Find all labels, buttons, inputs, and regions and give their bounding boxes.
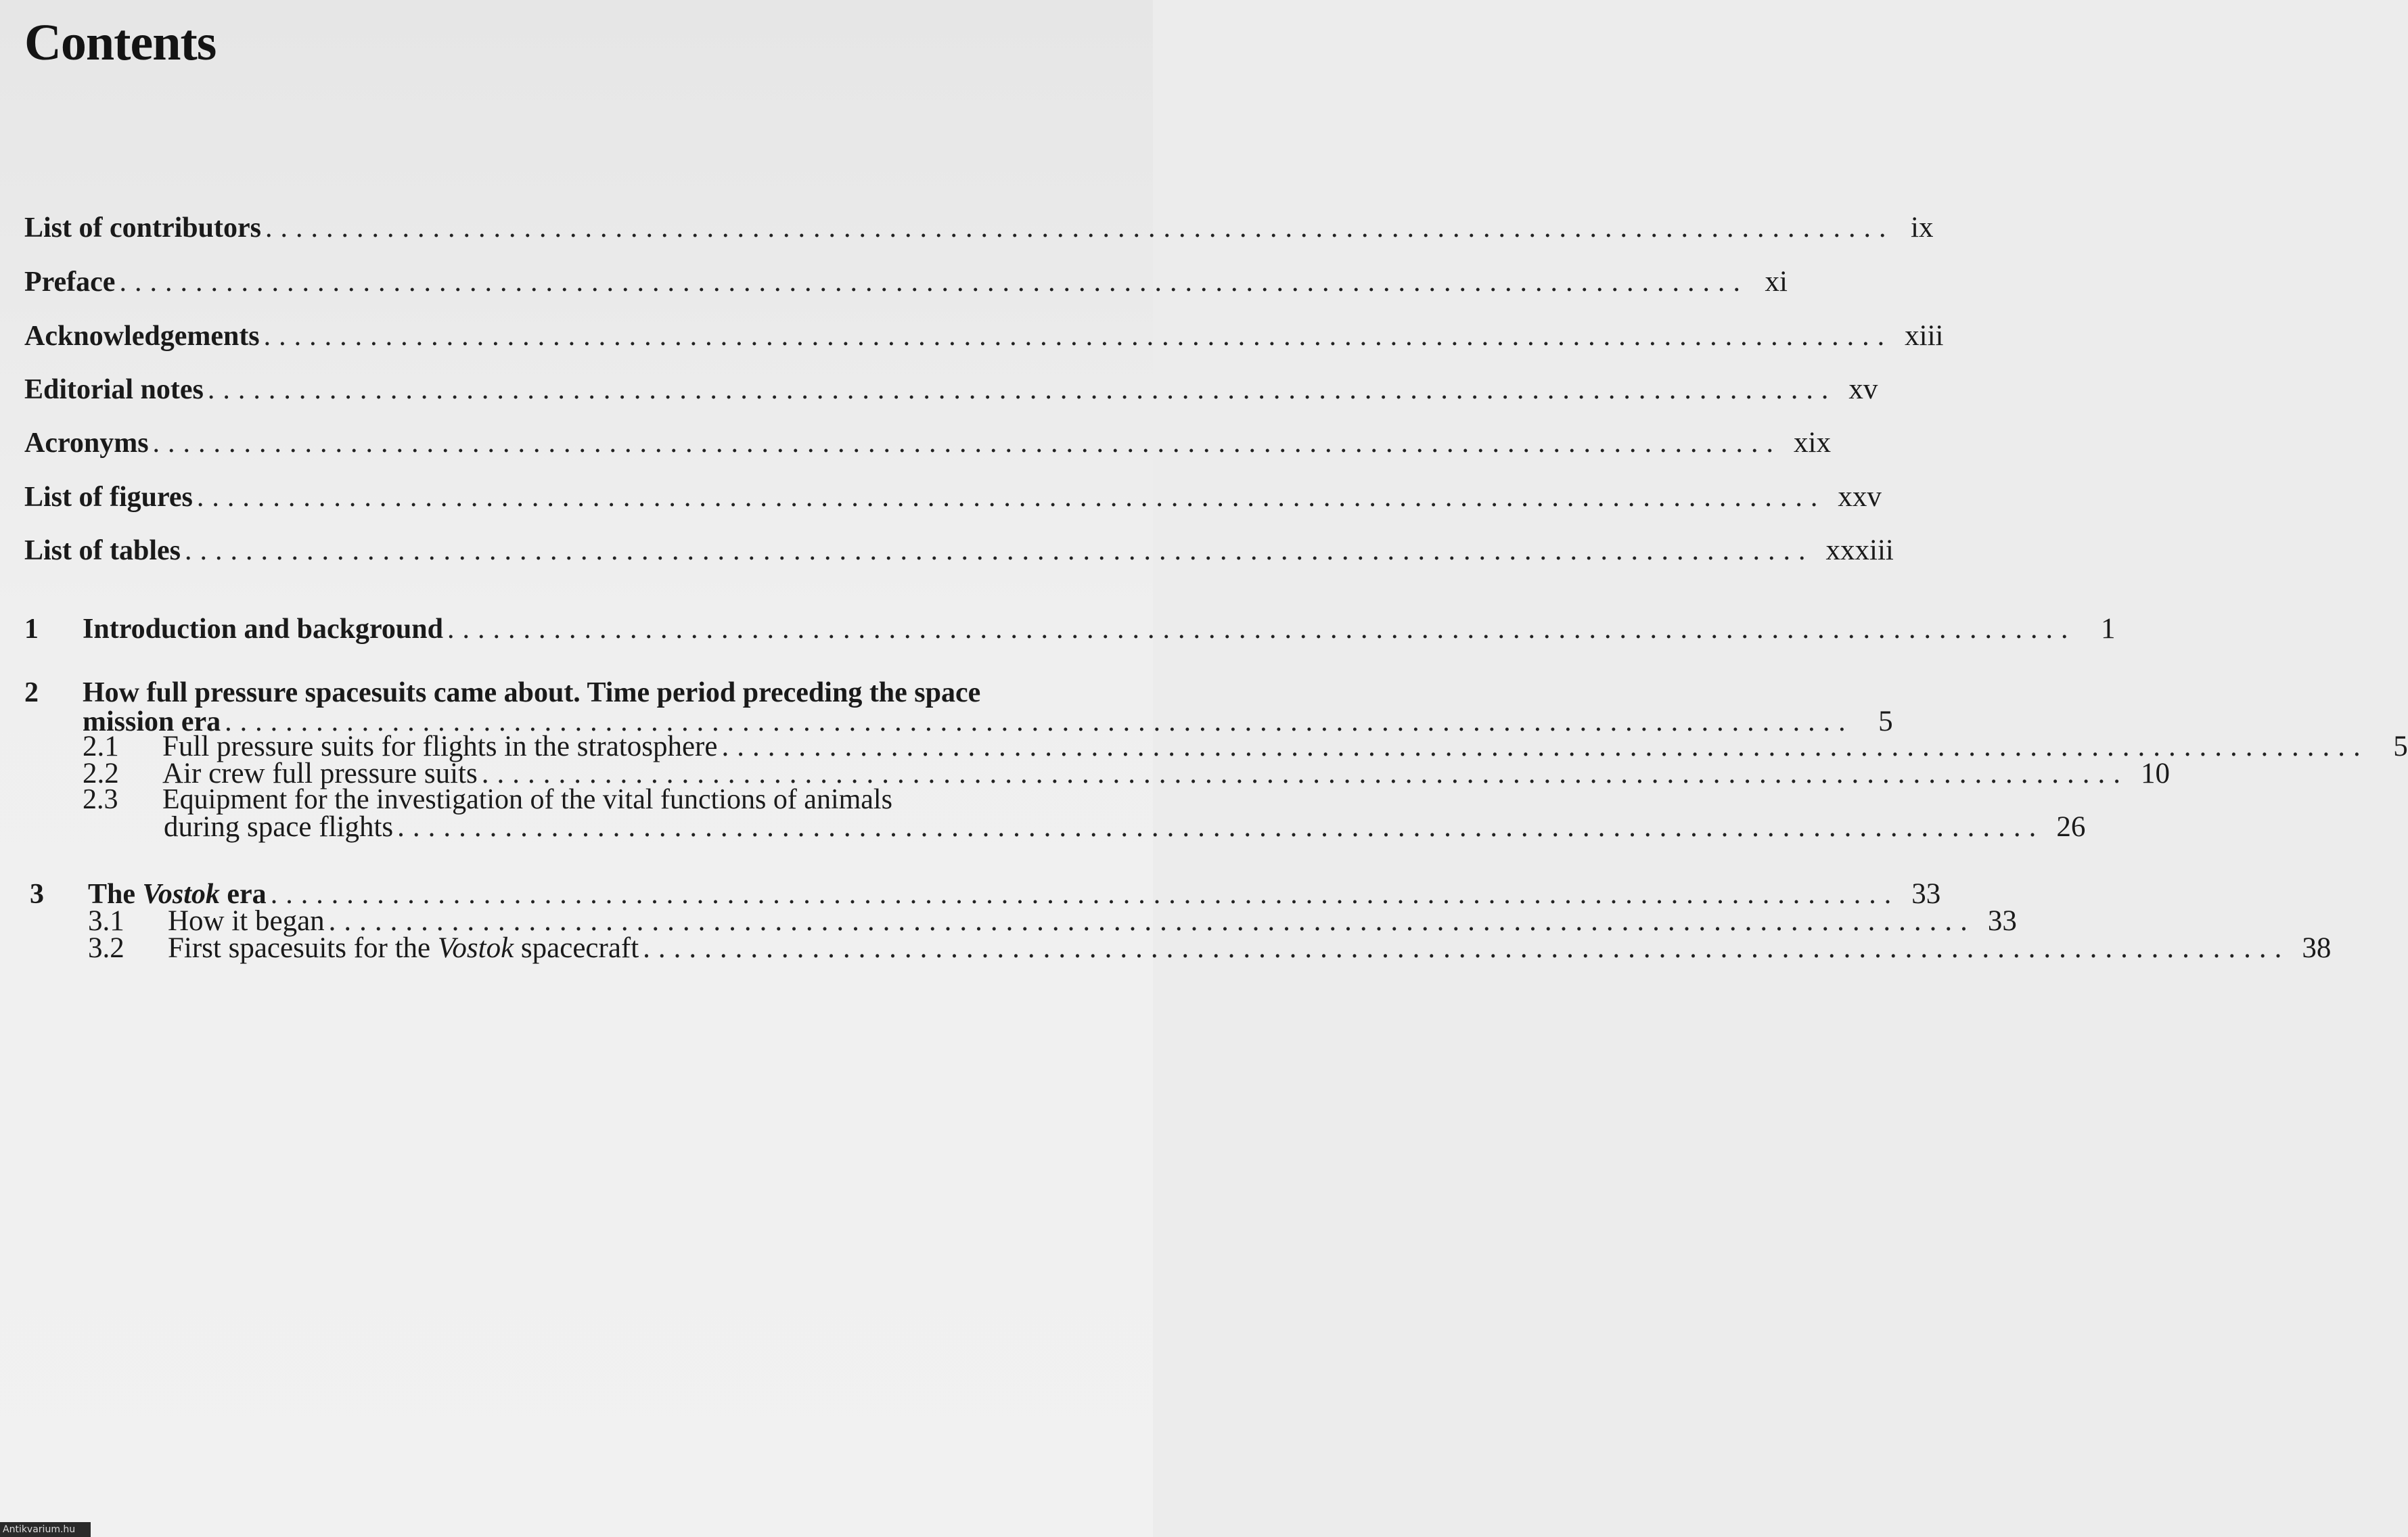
- toc-entry-label: List of contributors: [24, 212, 261, 244]
- section-title-continued: during space flights: [164, 811, 394, 843]
- toc-leader: ...........................................................................................................: [270, 879, 1900, 910]
- section-title-prefix: First spacesuits for the: [168, 932, 431, 964]
- toc-leader: ...........................................................................................................: [119, 267, 1748, 298]
- section-number: 2.2: [83, 758, 119, 789]
- toc-page-number: xv: [1848, 373, 1878, 405]
- chapter-title: How full pressure spacesuits came about. Time period preceding the space: [83, 677, 981, 708]
- toc-entry-label: List of tables: [24, 535, 181, 566]
- toc-entry-acronyms[interactable]: [24, 426, 1831, 459]
- toc-entry-list-of-figures[interactable]: [24, 480, 1882, 513]
- section-number: 2.3: [83, 784, 118, 815]
- toc-chapter-1[interactable]: [24, 612, 2116, 645]
- toc-page-number: 5: [1878, 706, 1893, 737]
- toc-chapter-2-title-line1[interactable]: [24, 676, 980, 709]
- chapter-title-prefix: The: [88, 879, 136, 910]
- chapter-title: Introduction and background: [83, 614, 443, 645]
- toc-page-number: 10: [2140, 758, 2170, 789]
- chapter-title-suffix: era: [227, 879, 267, 910]
- toc-leader: ...........................................................................................................: [265, 212, 1894, 244]
- toc-section-3-2[interactable]: [88, 932, 2332, 965]
- chapter-number: 1: [24, 614, 39, 645]
- section-number: 3.1: [88, 905, 124, 937]
- toc-leader: ...........................................................................................................: [481, 758, 2129, 789]
- toc-page-number: 1: [2100, 613, 2116, 645]
- toc-entry-editorial-notes[interactable]: [24, 373, 1878, 406]
- watermark: Antikvarium.hu: [0, 1522, 91, 1537]
- toc-entry-label: List of figures: [24, 482, 193, 513]
- toc-page-number: xxv: [1838, 481, 1882, 513]
- toc-entry-label: Preface: [24, 267, 116, 298]
- section-title: Air crew full pressure suits: [162, 758, 478, 789]
- toc-entry-contributors[interactable]: [24, 211, 1934, 244]
- toc-entry-label: Acknowledgements: [24, 321, 260, 352]
- toc-section-2-3-line2[interactable]: [164, 810, 2086, 844]
- toc-leader: ...........................................................................................................: [196, 482, 1826, 513]
- section-title: How it began: [168, 905, 325, 937]
- toc-page-number: xix: [1794, 427, 1831, 459]
- toc-leader: ...........................................................................................................: [643, 932, 2290, 964]
- page-title: Contents: [24, 14, 217, 71]
- section-number: 3.2: [88, 932, 124, 964]
- toc-leader: ...........................................................................................................: [185, 535, 1814, 566]
- toc-entry-label: Acronyms: [24, 428, 149, 459]
- toc-leader: ...........................................................................................................: [207, 374, 1837, 405]
- chapter-title-continued: mission era: [83, 706, 221, 737]
- toc-leader: ...........................................................................................................: [263, 321, 1893, 352]
- toc-entry-list-of-tables[interactable]: [24, 534, 1894, 567]
- toc-page-number: ix: [1911, 212, 1934, 244]
- toc-leader: ...........................................................................................................: [397, 811, 2045, 843]
- toc-page-number: xxxiii: [1825, 534, 1894, 566]
- toc-page-number: 38: [2302, 932, 2332, 964]
- section-title-italic: Vostok: [437, 932, 514, 964]
- toc-entry-acknowledgements[interactable]: [24, 319, 1944, 352]
- toc-page-number: xi: [1765, 266, 1788, 298]
- toc-leader: ...........................................................................................................: [447, 614, 2076, 645]
- toc-page-number: 33: [1911, 878, 1941, 910]
- toc-page-number: 33: [1987, 905, 2017, 937]
- toc-page-number: 26: [2056, 811, 2086, 843]
- chapter-number: 2: [24, 677, 39, 708]
- toc-page-number: 5: [2393, 731, 2408, 762]
- section-title: Equipment for the investigation of the vital functions of animals: [162, 784, 892, 815]
- toc-entry-preface[interactable]: [24, 265, 1788, 298]
- section-title-suffix: spacecraft: [520, 932, 639, 964]
- toc-leader: ...........................................................................................................: [152, 428, 1782, 459]
- toc-leader: ...........................................................................................................: [721, 731, 2369, 762]
- section-title: Full pressure suits for flights in the stratosphere: [162, 731, 718, 762]
- chapter-title-italic: Vostok: [142, 879, 220, 910]
- toc-leader: ...........................................................................................................: [328, 905, 1976, 937]
- section-number: 2.1: [83, 731, 119, 762]
- chapter-number: 3: [30, 879, 44, 910]
- toc-entry-label: Editorial notes: [24, 374, 204, 405]
- toc-leader: ...........................................................................................................: [225, 706, 1854, 737]
- toc-page-number: xiii: [1905, 320, 1944, 352]
